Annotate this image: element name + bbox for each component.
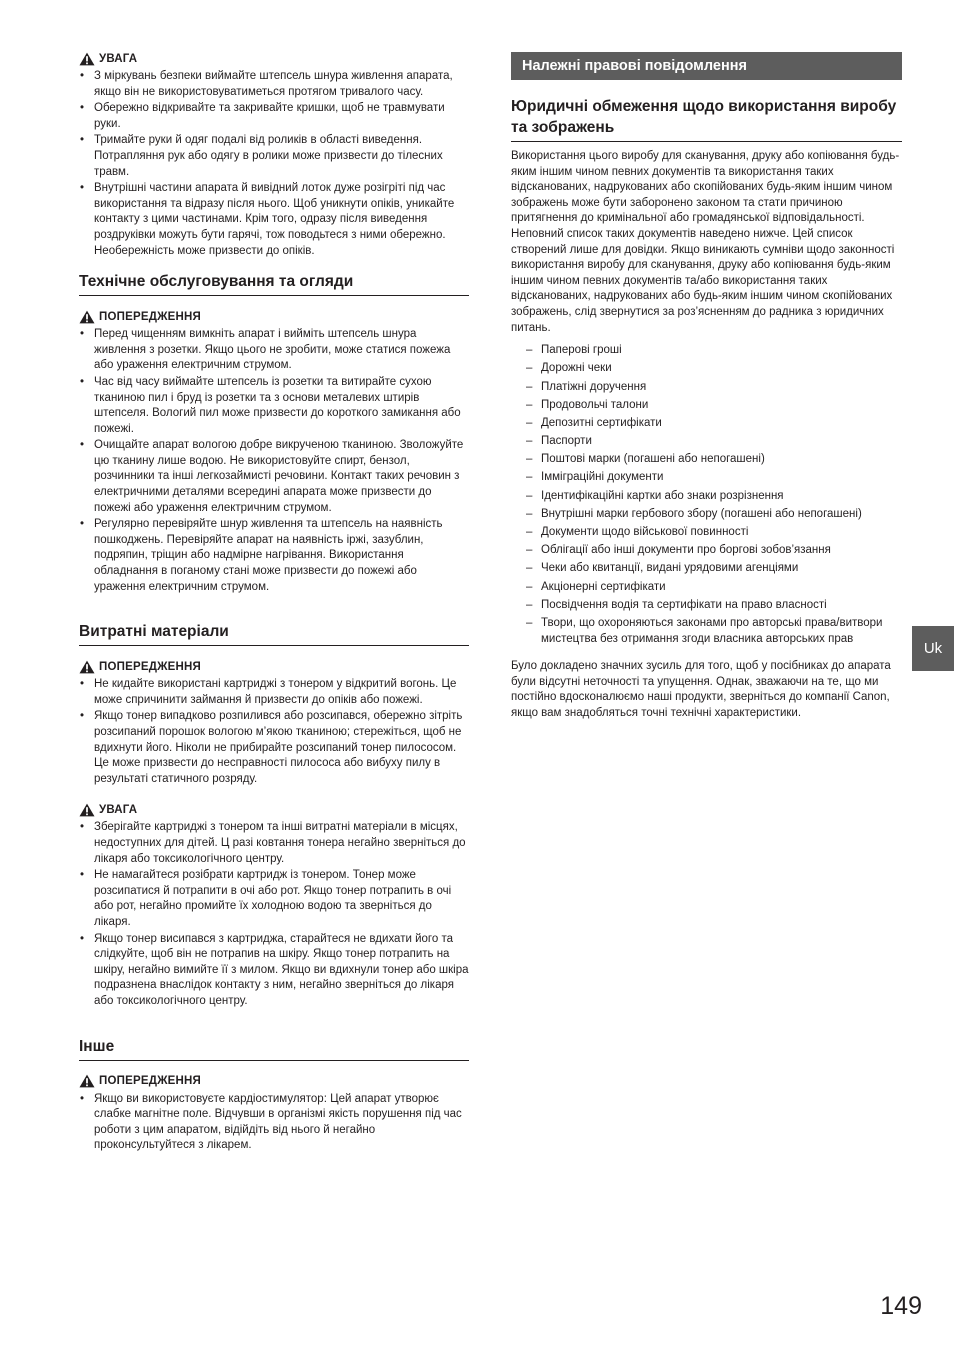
list-item: • Час від часу виймайте штепсель із розетки та витирайте сухою тканиною пил і бруд із розетки та з основи металевих штирів штепселя. Вологий пил може призвести до короткого замикання або пожежі. — [79, 375, 469, 437]
warning-triangle-icon — [79, 803, 95, 817]
list-item: – Внутрішні марки гербового збору (погашені або непогашені) — [511, 507, 902, 523]
list-item: • Очищайте апарат вологою добре викрученою тканиною. Зволожуйте цю тканину лише водою. Не використовуйте спирт, бензол, розчинники та інші легкозаймисті речовини. Контакт таких речовин з електричними деталями всередині апарата може призвести до пожежі або ураження електричним струмом. — [79, 438, 469, 516]
list-item: • Тримайте руки й одяг подалі від роликів в області виведення. Потрапляння рук або одягу в ролики може призвести до тілесних травм. — [79, 133, 469, 180]
intro-paragraph: Використання цього виробу для сканування, друку або копіювання будь-яким іншим чином певних документів та використання таких відсканованих, надрукованих або скопійованих будь-яким іншим чином зображень може бути заборонено законом та стати причиною притягнення до кримінальної або громадянської відповідальності. Неповний список таких документів наведено нижче. Цей список створений лише для довідки. Якщо виникають сумніви щодо законності використання виробу для сканування, друку або копіювання будь-яким іншим чином певних документів та/або використання таких відсканованих, надрукованих або будь-яким іншим чином скопійованих зображень, слід звернутися за роз’ясненням до радника з юридичних питань. — [511, 150, 900, 334]
warning-triangle-icon — [79, 660, 95, 674]
list-item: – Платіжні доручення — [511, 380, 902, 396]
caution-list — [79, 327, 469, 595]
list-item: – Імміграційні документи — [511, 470, 902, 486]
list-item: – Депозитні сертифікати — [511, 416, 902, 432]
language-tab: Uk — [912, 626, 954, 671]
list-item: – Посвідчення водія та сертифікати на право власності — [511, 598, 902, 614]
list-item: – Паперові гроші — [511, 343, 902, 359]
caution-list — [79, 1092, 469, 1154]
list-item: – Продовольчі талони — [511, 398, 902, 414]
warning-list — [79, 820, 469, 1009]
section-banner-legal-notices: Належні правові повідомлення — [511, 52, 902, 80]
caution-label: ПОПЕРЕДЖЕННЯ — [79, 308, 469, 325]
warning-list — [79, 69, 469, 259]
caution-block-consumables — [79, 658, 469, 787]
list-item: – Поштові марки (погашені або непогашені) — [511, 452, 902, 468]
list-item: • Перед чищенням вимкніть апарат і вийміть штепсель шнура живлення з розетки. Якщо цього не зробити, може статися пожежа або ураження електричним струмом. — [79, 327, 469, 374]
list-item: – Дорожні чеки — [511, 361, 902, 377]
warning-triangle-icon — [79, 52, 95, 66]
list-item: – Облігації або інші документи про боргові зобов’язання — [511, 543, 902, 559]
caution-list — [79, 677, 469, 787]
section-title-maintenance: Технічне обслуговування та огляди — [79, 273, 469, 296]
caution-label: ПОПЕРЕДЖЕННЯ — [79, 658, 469, 675]
list-item: – Чеки або квитанції, видані урядовими агенціями — [511, 561, 902, 577]
list-item: • Якщо тонер висипався з картриджа, старайтеся не вдихати його та слідкуйте, щоб він не потрапив на шкіру. Якщо тонер потрапить на шкіру, негайно вимийте її з милом. Якщо ви вдихнули тонер або шкіра подразнена внаслідок контакту з ним, негайно зверніться до лікаря або токсикологічного центру. — [79, 932, 469, 1010]
warning-label: УВАГА — [79, 801, 469, 818]
warning-block-safety — [79, 50, 469, 259]
subsection-title-legal-limitations: Юридичні обмеження щодо використання виробу та зображень — [511, 96, 902, 142]
list-item: – Акціонерні сертифікати — [511, 580, 902, 596]
list-item: – Паспорти — [511, 434, 902, 450]
list-item: • Якщо тонер випадково розпилився або розсипався, обережно зітріть розсипаний порошок вологою м’якою тканиною; стережіться, щоб не вдихнути його. Ніколи не прибирайте розсипаний тонер пилососом. Це може призвести до несправності пилососа або вибуху пилу в результаті статичного розряду. — [79, 709, 469, 787]
page-number: 149 — [880, 1292, 922, 1320]
caution-block-maintenance — [79, 308, 469, 595]
list-item: – Ідентифікаційні картки або знаки розрізнення — [511, 489, 902, 505]
closing-paragraph: Було докладено значних зусиль для того, щоб у посібниках до апарата були відсутні неточності та упущення. Однак, зважаючи на те, що ми постійно вдосконалюємо наші продукти, зверніться до компанії Canon, якщо вам знадобляться точні технічні характеристики. — [511, 660, 891, 719]
list-item: • З міркувань безпеки виймайте штепсель шнура живлення апарата, якщо він не використовуватиметься протягом тривалого часу. — [79, 69, 469, 100]
list-item: • Не намагайтеся розібрати картридж із тонером. Тонер може розсипатися й потрапити в очі або рот. Якщо тонер потрапить в очі або рот, негайно промийте їх холодною водою та зверніться до лікаря. — [79, 868, 469, 930]
list-item: • Якщо ви використовуєте кардіостимулятор: Цей апарат утворює слабке магнітне поле. Відчувши в організмі якість порушення під час роботи з цим апаратом, відійдіть від нього й негайно проконсультуйтеся з лікарем. — [79, 1092, 469, 1154]
list-item: – Твори, що охороняються законами про авторські права/витвори мистецтва без отримання згоди власника авторських прав — [511, 616, 902, 647]
caution-label: ПОПЕРЕДЖЕННЯ — [79, 1073, 469, 1090]
restricted-documents-list — [511, 343, 902, 647]
list-item: – Документи щодо військової повинності — [511, 525, 902, 541]
warning-triangle-icon — [79, 1074, 95, 1088]
right-column — [511, 52, 902, 722]
section-title-other: Інше — [79, 1038, 469, 1061]
list-item: • Зберігайте картриджі з тонером та інші витратні матеріали в місцях, недоступних для дітей. Ц разі ковтання тонера негайно зверніться до лікаря або токсикологічного центру. — [79, 820, 469, 867]
list-item: • Обережно відкривайте та закривайте кришки, щоб не травмувати руки. — [79, 101, 469, 132]
warning-triangle-icon — [79, 310, 95, 324]
left-column — [79, 50, 469, 1155]
caution-block-other — [79, 1073, 469, 1154]
warning-label: УВАГА — [79, 50, 469, 67]
section-title-consumables: Витратні матеріали — [79, 623, 469, 646]
list-item: • Внутрішні частини апарата й вивідний лоток дуже розігріті під час використання та відразу після нього. Щоб уникнути опіків, уникайте контакту з цими частинами. Крім того, одразу після виведення роздруківки можуть бути гарячі, тож поводьтеся з ними обережно. Необережність може призвести до опіків. — [79, 181, 469, 259]
list-item: • Не кидайте використані картриджі з тонером у відкритий вогонь. Це може спричинити займання й призвести до опіків або пожежі. — [79, 677, 469, 708]
warning-block-consumables — [79, 801, 469, 1009]
list-item: • Регулярно перевіряйте шнур живлення та штепсель на наявність пошкоджень. Перевіряйте апарат на наявність іржі, зазублин, подряпин, тріщин або надмірне нагрівання. Використання обладнання в поганому стані може призвести до пожежі або ураження електричним струмом. — [79, 517, 469, 595]
